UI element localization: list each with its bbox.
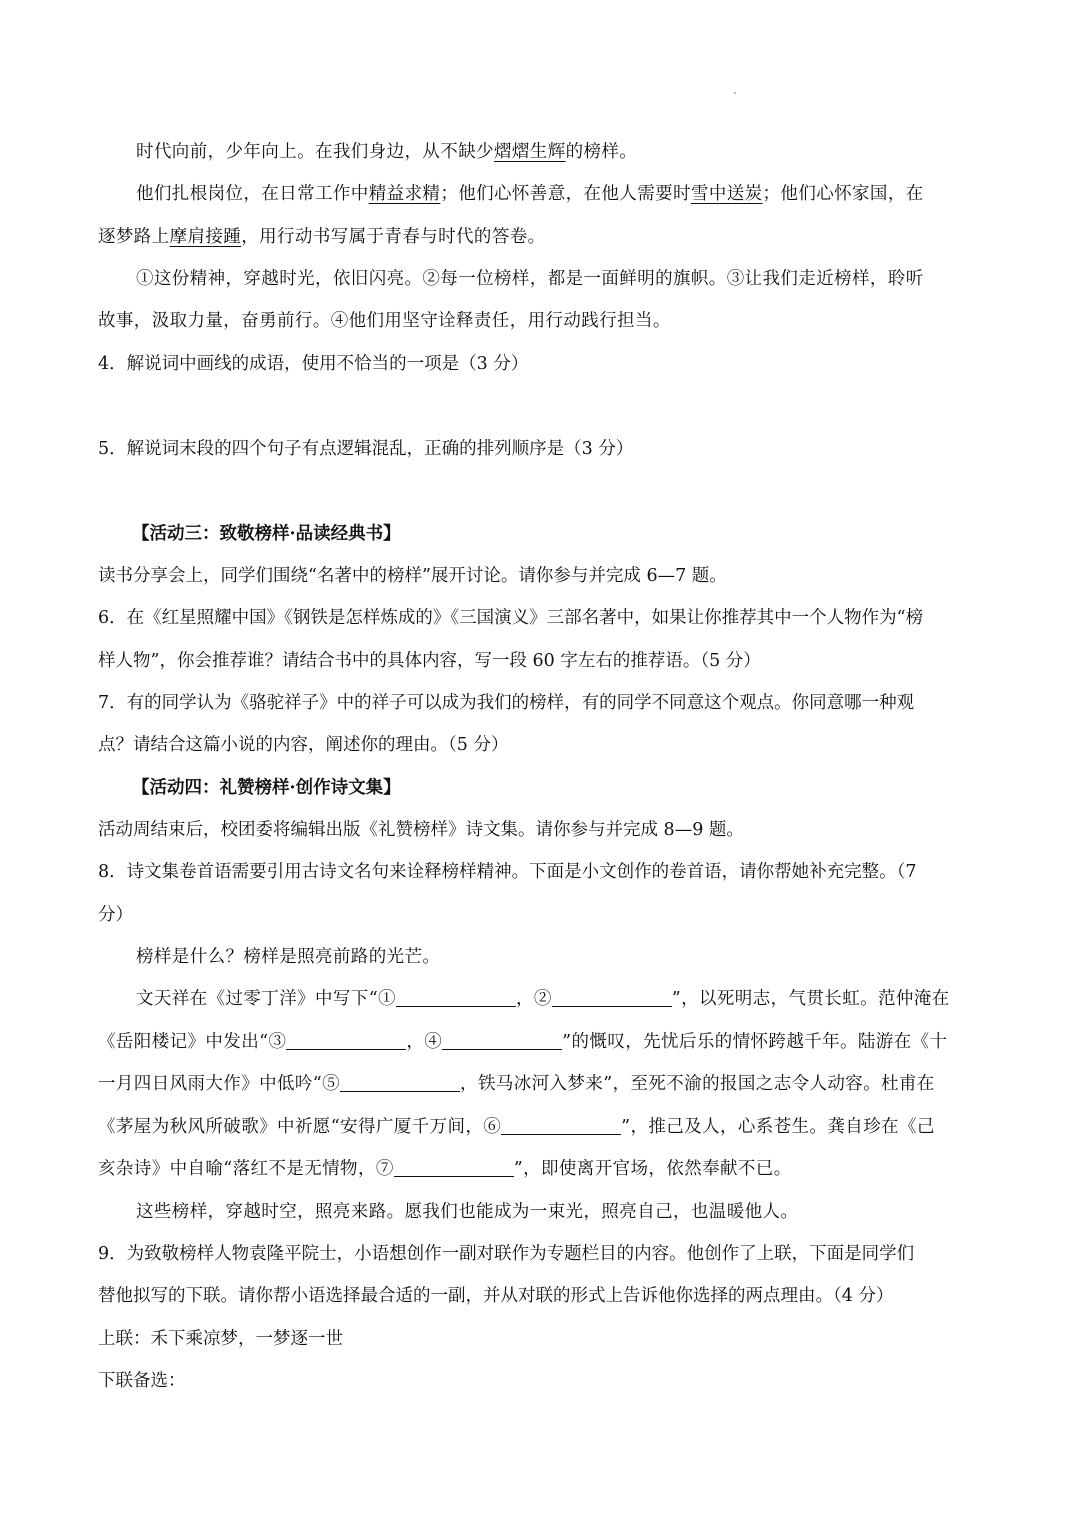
text: 《茅屋为秋风所破歌》中祈愿“安得广厦千万间，⑥ <box>98 1117 502 1137</box>
couplet-upper: 上联：禾下乘凉梦，一梦逐一世 <box>98 1329 343 1349</box>
question-6-line-2: 样人物”，你会推荐谁？请结合书中的具体内容，写一段 60 字左右的推荐语。（5 分） <box>98 651 761 671</box>
narration-para-2-line-2 <box>98 222 988 252</box>
question-6-line-1: 6．在《红星照耀中国》《钢铁是怎样炼成的》《三国演义》三部名著中，如果让你推荐其中一个人物作为“榜 <box>98 608 924 628</box>
answer-blank-5[interactable] <box>340 1073 460 1092</box>
text: 逐梦路上 <box>98 227 170 247</box>
foreword-sentence-2 <box>98 1027 988 1057</box>
question-9-line-2: 替他拟写的下联。请你帮小语选择最合适的一副，并从对联的形式上告诉他你选择的两点理由。（4 分） <box>98 1286 894 1306</box>
foreword-para-end: 这些榜样，穿越时空，照亮来路。愿我们也能成为一束光，照亮自己，也温暖他人。 <box>136 1202 799 1222</box>
narration-para-2-line-1 <box>136 179 988 209</box>
activity-4-title: 【活动四：礼赞榜样·创作诗文集】 <box>132 778 401 798</box>
text: ；他们心怀家国，在 <box>762 184 924 204</box>
text: ，用行动书写属于青春与时代的答卷。 <box>241 227 546 247</box>
underlined-idiom: 雪中送炭 <box>690 184 763 204</box>
text: ”的慨叹，先忧后乐的情怀跨越千年。陆游在《十 <box>562 1032 948 1052</box>
answer-blank-6[interactable] <box>501 1116 621 1135</box>
narration-para-3-line-2: 故事，汲取力量，奋勇前行。④他们用坚守诠释责任，用行动践行担当。 <box>98 311 671 331</box>
text: 文天祥在《过零丁洋》中写下“① <box>136 989 396 1009</box>
text: 的榜样。 <box>565 142 638 162</box>
scan-dot <box>734 92 736 94</box>
text: 时代向前，少年向上。在我们身边，从不缺少 <box>136 142 494 162</box>
text: 亥杂诗》中自喻“落红不是无情物，⑦ <box>98 1159 394 1179</box>
text: ；他们心怀善意，在他人需要时 <box>440 184 691 204</box>
answer-blank-3[interactable] <box>286 1031 406 1050</box>
underlined-idiom: 摩肩接踵 <box>169 227 242 247</box>
answer-blank-7[interactable] <box>394 1158 514 1177</box>
text: ”，推己及人，心系苍生。龚自珍在《己 <box>621 1117 935 1137</box>
answer-blank-1[interactable] <box>396 988 516 1007</box>
text: ，铁马冰河入梦来”，至死不渝的报国之志令人动容。杜甫在 <box>460 1074 935 1094</box>
text: ”，以死明志，气贯长虹。范仲淹在 <box>671 989 950 1009</box>
question-4-stem: 4．解说词中画线的成语，使用不恰当的一项是（3 分） <box>98 354 529 374</box>
question-7-line-1: 7．有的同学认为《骆驼祥子》中的祥子可以成为我们的榜样，有的同学不同意这个观点。你同意哪一种观 <box>98 693 915 713</box>
foreword-sentence-4 <box>98 1112 988 1142</box>
foreword-sentence-5 <box>98 1154 988 1184</box>
activity-3-intro: 读书分享会上，同学们围绕“名著中的榜样”展开讨论。请你参与并完成 6—7 题。 <box>98 566 727 586</box>
question-9-line-1: 9．为致敬榜样人物袁隆平院士，小语想创作一副对联作为专题栏目的内容。他创作了上联，下面是同学们 <box>98 1244 915 1264</box>
text: 他们扎根岗位，在日常工作中 <box>136 184 369 204</box>
question-8-line-2: 分） <box>98 905 133 925</box>
question-8-line-1: 8．诗文集卷首语需要引用古诗文名句来诠释榜样精神。下面是小文创作的卷首语，请你帮她补充完整。（7 <box>98 862 917 882</box>
text: ，② <box>515 989 552 1009</box>
question-5-stem: 5．解说词末段的四个句子有点逻辑混乱，正确的排列顺序是（3 分） <box>98 439 634 459</box>
underlined-idiom: 熠熠生辉 <box>494 142 566 162</box>
foreword-sentence-1 <box>136 984 988 1014</box>
foreword-para-1: 榜样是什么？榜样是照亮前路的光芒。 <box>136 947 441 967</box>
question-7-line-2: 点？请结合这篇小说的内容，阐述你的理由。（5 分） <box>98 735 509 755</box>
answer-blank-4[interactable] <box>442 1031 562 1050</box>
couplet-lower-candidates-label: 下联备选： <box>98 1371 186 1391</box>
text: ，④ <box>406 1032 443 1052</box>
answer-blank-2[interactable] <box>552 988 672 1007</box>
narration-para-3-line-1: ①这份精神，穿越时光，依旧闪亮。②每一位榜样，都是一面鲜明的旗帜。③让我们走近榜样，聆听 <box>136 269 924 289</box>
narration-para-1 <box>136 137 988 167</box>
underlined-idiom: 精益求精 <box>368 184 441 204</box>
activity-3-title: 【活动三：致敬榜样·品读经典书】 <box>132 524 401 544</box>
text: 《岳阳楼记》中发出“③ <box>98 1032 287 1052</box>
foreword-sentence-3 <box>98 1069 988 1099</box>
text: 一月四日风雨大作》中低吟“⑤ <box>98 1074 341 1094</box>
text: ”，即使离开官场，依然奉献不已。 <box>513 1159 792 1179</box>
activity-4-intro: 活动周结束后，校团委将编辑出版《礼赞榜样》诗文集。请你参与并完成 8—9 题。 <box>98 820 744 840</box>
